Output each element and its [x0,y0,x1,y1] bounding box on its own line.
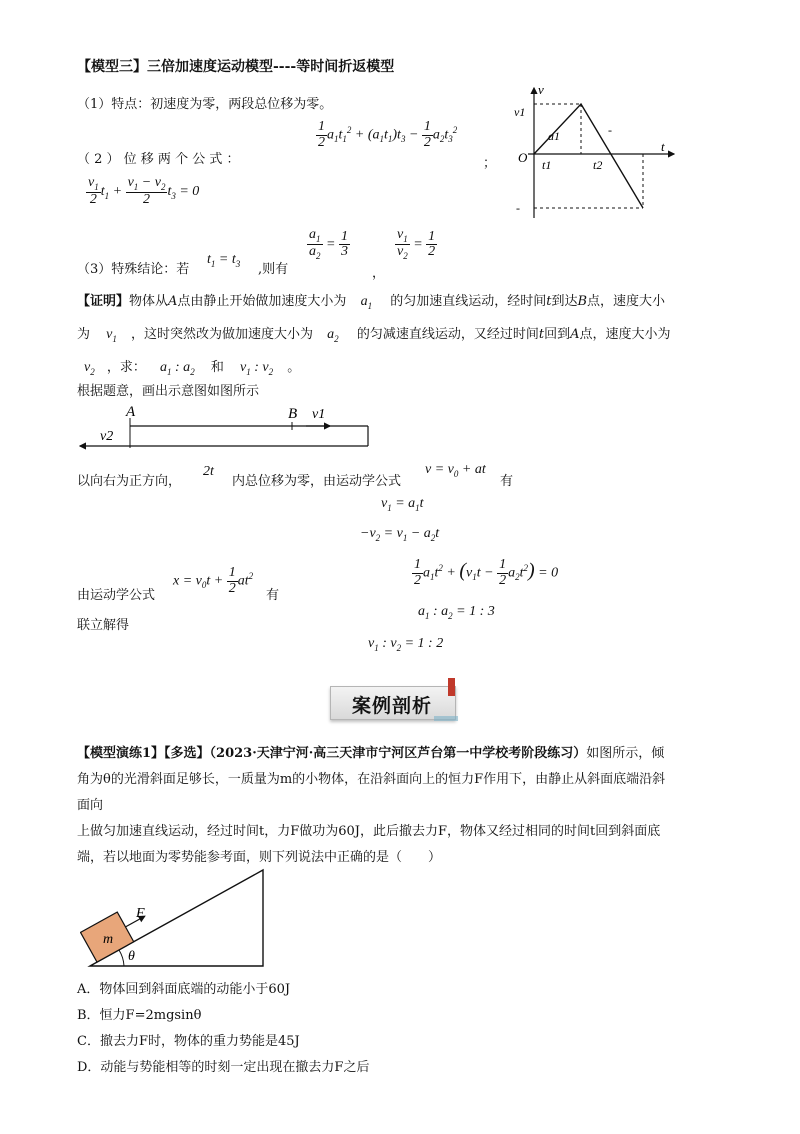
banner-title: 案例剖析 [351,695,432,717]
acceleration-ratio-formula: $\frac{a_1}{a_2}$ = $\frac{1}{3}$ [309,227,348,262]
dash-mark: - [608,123,612,137]
dash-left-mark: - [516,201,520,215]
proof-text: 。 [287,360,301,375]
option-a[interactable]: A．物体回到斜面底端的动能小于60J [77,982,291,997]
proof-text: 点，速度大小为 [579,327,671,342]
track-label-v2: v2 [100,429,114,444]
proof-text: 为 [77,327,91,342]
velocity-formula: $v = v_0$ + at [425,462,486,479]
point-a: A [168,294,178,309]
practice-line-4: 上做匀加速直线运动，经过时间t，力F做功为60J，此后撤去力F，物体又经过相同的时间t回到斜面底 [77,824,661,839]
proof-text: 的匀减速直线运动，又经过时间 [356,327,539,342]
proof-line-2 [77,323,670,344]
proof-text: 物体从 [129,294,169,309]
special-conclusion-prefix: （3）特殊结论：若 [77,262,190,277]
t1-label: t1 [542,158,552,172]
displacement-formula-2: $\frac{v_1}{2}$ $t_1$ + $\frac{v_1 - v_2}{2}$ $t_3 = 0$ [88,175,200,208]
proof-text: 和 [210,360,224,375]
proof-text: 回到 [544,327,571,342]
proof-text: ，这时突然改为做加速度大小为 [131,327,314,342]
mass-label: m [103,932,114,947]
have-text-1: 有 [500,474,514,489]
force-label: F [136,906,145,921]
solve-text: 联立解得 [77,618,130,633]
zero-displacement-text: 内总位移为零，由运动学公式 [232,474,402,489]
proof-line-1 [77,290,665,311]
a1-symbol: $a_1$ [360,294,373,311]
condition-formula: $t_1 = t_3$ [207,252,241,269]
formula2-text: 由运动学公式 [77,588,156,603]
have-text-2: 有 [266,588,280,603]
proof-text: 到达 [551,294,578,309]
track-label-b: B [288,406,298,422]
equation-v2: $-v_2 = v_1 - a_2t$ [360,526,440,543]
v1-symbol: $v_1$ [106,327,117,344]
velocity-line [534,104,643,208]
v-ratio-symbol: $v_1$ : $v_2$ [239,360,274,377]
proof-label: 【证明】 [77,294,130,309]
formula-intro: （ 2 ） 位 移 两 个 公 式 ： [77,152,240,167]
result-acceleration-ratio: $a_1$ : $a_2 = 1$ : 3 [418,604,495,621]
v1-label: v1 [514,105,526,119]
v2-symbol: $v_2$ [84,360,95,377]
equation-displacement: $\frac{1}{2}$ $a_1t^2 + (v_1t$ − $\frac{1}{2}$ $a_2t^2) = 0$ [414,557,559,588]
option-d[interactable]: D．动能与势能相等的时刻一定出现在撤去力F之后 [77,1060,370,1075]
velocity-ratio-formula: $\frac{v_1}{v_2}$ = $\frac{1}{2}$ [397,227,436,262]
practice-line-5: 端，若以地面为零势能参考面，则下列说法中正确的是（ ） [77,850,442,865]
time-t: t [538,327,545,342]
banner-decoration [434,716,458,721]
t2-label: t2 [593,158,603,172]
formula-semicolon: ； [483,156,497,171]
result-velocity-ratio: $v_1$ : $v_2 = 1$ : 2 [368,636,444,653]
origin-label: O [518,150,528,165]
practice-line-1 [77,742,664,761]
diagram-intro: 根据题意，画出示意图如图所示 [77,384,260,399]
option-b[interactable]: B．恒力F=2mgsinθ [77,1008,202,1023]
comma-text: ， [372,266,386,281]
point-a: A [570,327,580,342]
then-text: ,则有 [258,262,289,277]
time-t: t [546,294,552,309]
motion-track-diagram [76,400,376,452]
angle-arc [119,950,124,966]
displacement-formula-1: $\frac{1}{2}$ $a_1t_1^2 + (a_1t_1)t_3$ − $\frac{1}{2}$ $a_2t_3^2$ [318,119,458,150]
track-label-a: A [126,404,136,420]
proof-text: ，求： [106,360,146,375]
point-b: B [577,294,588,309]
proof-text: 的匀加速直线运动，经时间 [390,294,547,309]
section-title: 【模型三】三倍加速度运动模型----等时间折返模型 [77,59,395,75]
time-2t: 2t [203,464,214,479]
a-ratio-symbol: $a_1$ : $a_2$ [160,360,195,377]
practice-label: 【模型演练1】【多选】（2023·天津宁河·高三天津市宁河区芦台第一中学校考阶段练习） [77,746,587,761]
practice-line-3: 面向 [77,798,104,813]
t-axis-label: t [661,139,665,154]
direction-text: 以向右为正方向， [77,474,182,489]
a1-label: a1 [548,129,560,143]
displacement-formula: $x = v_0t$ + $\frac{1}{2}$ $at^2$ [173,565,254,596]
vt-graph [508,82,680,222]
a2-symbol: $a_2$ [327,327,339,344]
proof-text: 点，速度大小 [587,294,666,309]
incline-diagram [80,862,280,972]
features-text: （1）特点：初速度为零，两段总位移为零。 [77,97,333,112]
angle-label: θ [128,949,135,964]
proof-line-3 [84,356,300,377]
option-c[interactable]: C．撤去力F时，物体的重力势能是45J [77,1034,300,1049]
case-analysis-banner [330,684,464,722]
track-label-v1: v1 [312,407,326,422]
equation-v1: $v_1 = a_1t$ [381,496,424,513]
v-axis-label: v [538,82,544,97]
proof-text: 点由静止开始做加速度大小为 [177,294,347,309]
practice-text: 如图所示，倾 [586,746,665,761]
practice-line-2: 角为θ的光滑斜面足够长，一质量为m的小物体，在沿斜面向上的恒力F作用下，由静止从斜面底端沿斜 [77,772,666,787]
